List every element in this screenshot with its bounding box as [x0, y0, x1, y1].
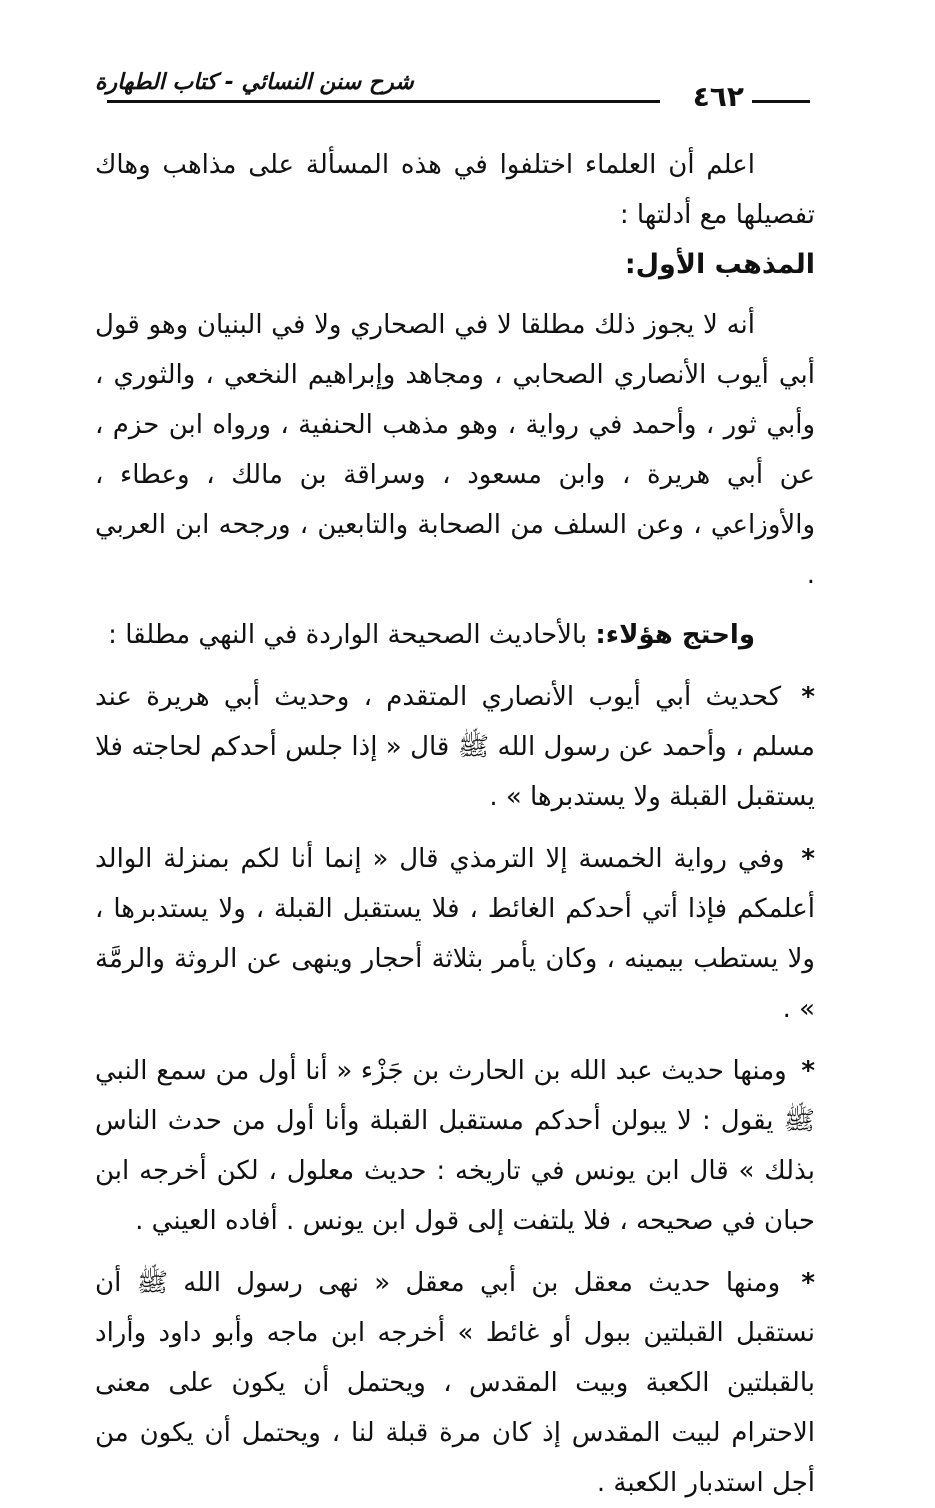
evidence-paragraph — [95, 610, 815, 660]
hadith-text: ومنها حديث معقل بن أبي معقل « نهى رسول الله ﷺ أن نستقبل القبلتين ببول أو غائط » أخرجه ابن ماجه وأبو داود وأراد بالقبلتين الكعبة وبيت المقدس ، ويحتمل أن يكون على معنى الاحترام لبيت المقدس إذ كان مرة قبلة لنا ، ويحتمل أن يكون من أجل استدبار الكعبة . — [95, 1268, 815, 1498]
first-school-paragraph: أنه لا يجوز ذلك مطلقا لا في الصحاري ولا في البنيان وهو قول أبي أيوب الأنصاري الصحابي ، ومجاهد وإبراهيم النخعي ، والثوري ، وأبي ثور ، وأحمد في رواية ، وهو مذهب الحنفية ، ورواه ابن حزم ، عن أبي هريرة ، وابن مسعود ، وسراقة بن مالك ، وعطاء ، والأوزاعي ، وعن السلف من الصحابة والتابعين ، ورجحه ابن العربي . — [95, 310, 815, 590]
header-rule — [107, 100, 660, 103]
hadith-paragraph — [95, 834, 815, 1034]
hadith-text: وفي رواية الخمسة إلا الترمذي قال « إنما أنا لكم بمنزلة الوالد أعلمكم فإذا أتي أحدكم الغائط ، فلا يستقبل القبلة ، ولا يستدبرها ، ولا يستطب بيمينه ، وكان يأمر بثلاثة أحجار وينهى عن الروثة والرمَّة » . — [95, 844, 815, 1024]
page-number: ٤٦٢ — [692, 80, 744, 113]
hadith-paragraph — [95, 672, 815, 822]
hadith-text: ومنها حديث عبد الله بن الحارث بن جَزْء « أنا أول من سمع النبي ﷺ يقول : لا يبولن أحدكم مستقبل القبلة وأنا أول من حدث الناس بذلك » قال ابن يونس في تاريخه : حديث معلول ، لكن أخرجه ابن حبان في صحيحه ، فلا يلتفت إلى قول ابن يونس . أفاده العيني . — [95, 1056, 815, 1236]
header-rule-short — [752, 100, 810, 103]
page-body — [95, 140, 815, 1508]
running-title: شرح سنن النسائي - كتاب الطهارة — [95, 70, 414, 95]
running-header — [95, 70, 810, 114]
intro-paragraph: اعلم أن العلماء اختلفوا في هذه المسألة على مذاهب وهاك تفصيلها مع أدلتها : — [95, 150, 815, 230]
hadith-paragraph — [95, 1258, 815, 1508]
bullet-star: * — [801, 1056, 815, 1086]
evidence-lead: واحتج هؤلاء: — [595, 620, 755, 650]
bullet-star: * — [801, 682, 816, 712]
evidence-text: بالأحاديث الصحيحة الواردة في النهي مطلقا : — [108, 620, 588, 650]
bullet-star: * — [801, 1268, 816, 1298]
hadith-text: كحديث أبي أيوب الأنصاري المتقدم ، وحديث أبي هريرة عند مسلم ، وأحمد عن رسول الله ﷺ قال « إذا جلس أحدكم لحاجته فلا يستقبل القبلة ولا يستدبرها » . — [95, 682, 815, 812]
section-heading: المذهب الأول: — [624, 249, 815, 280]
hadith-paragraph — [95, 1046, 815, 1246]
bullet-star: * — [801, 844, 816, 874]
